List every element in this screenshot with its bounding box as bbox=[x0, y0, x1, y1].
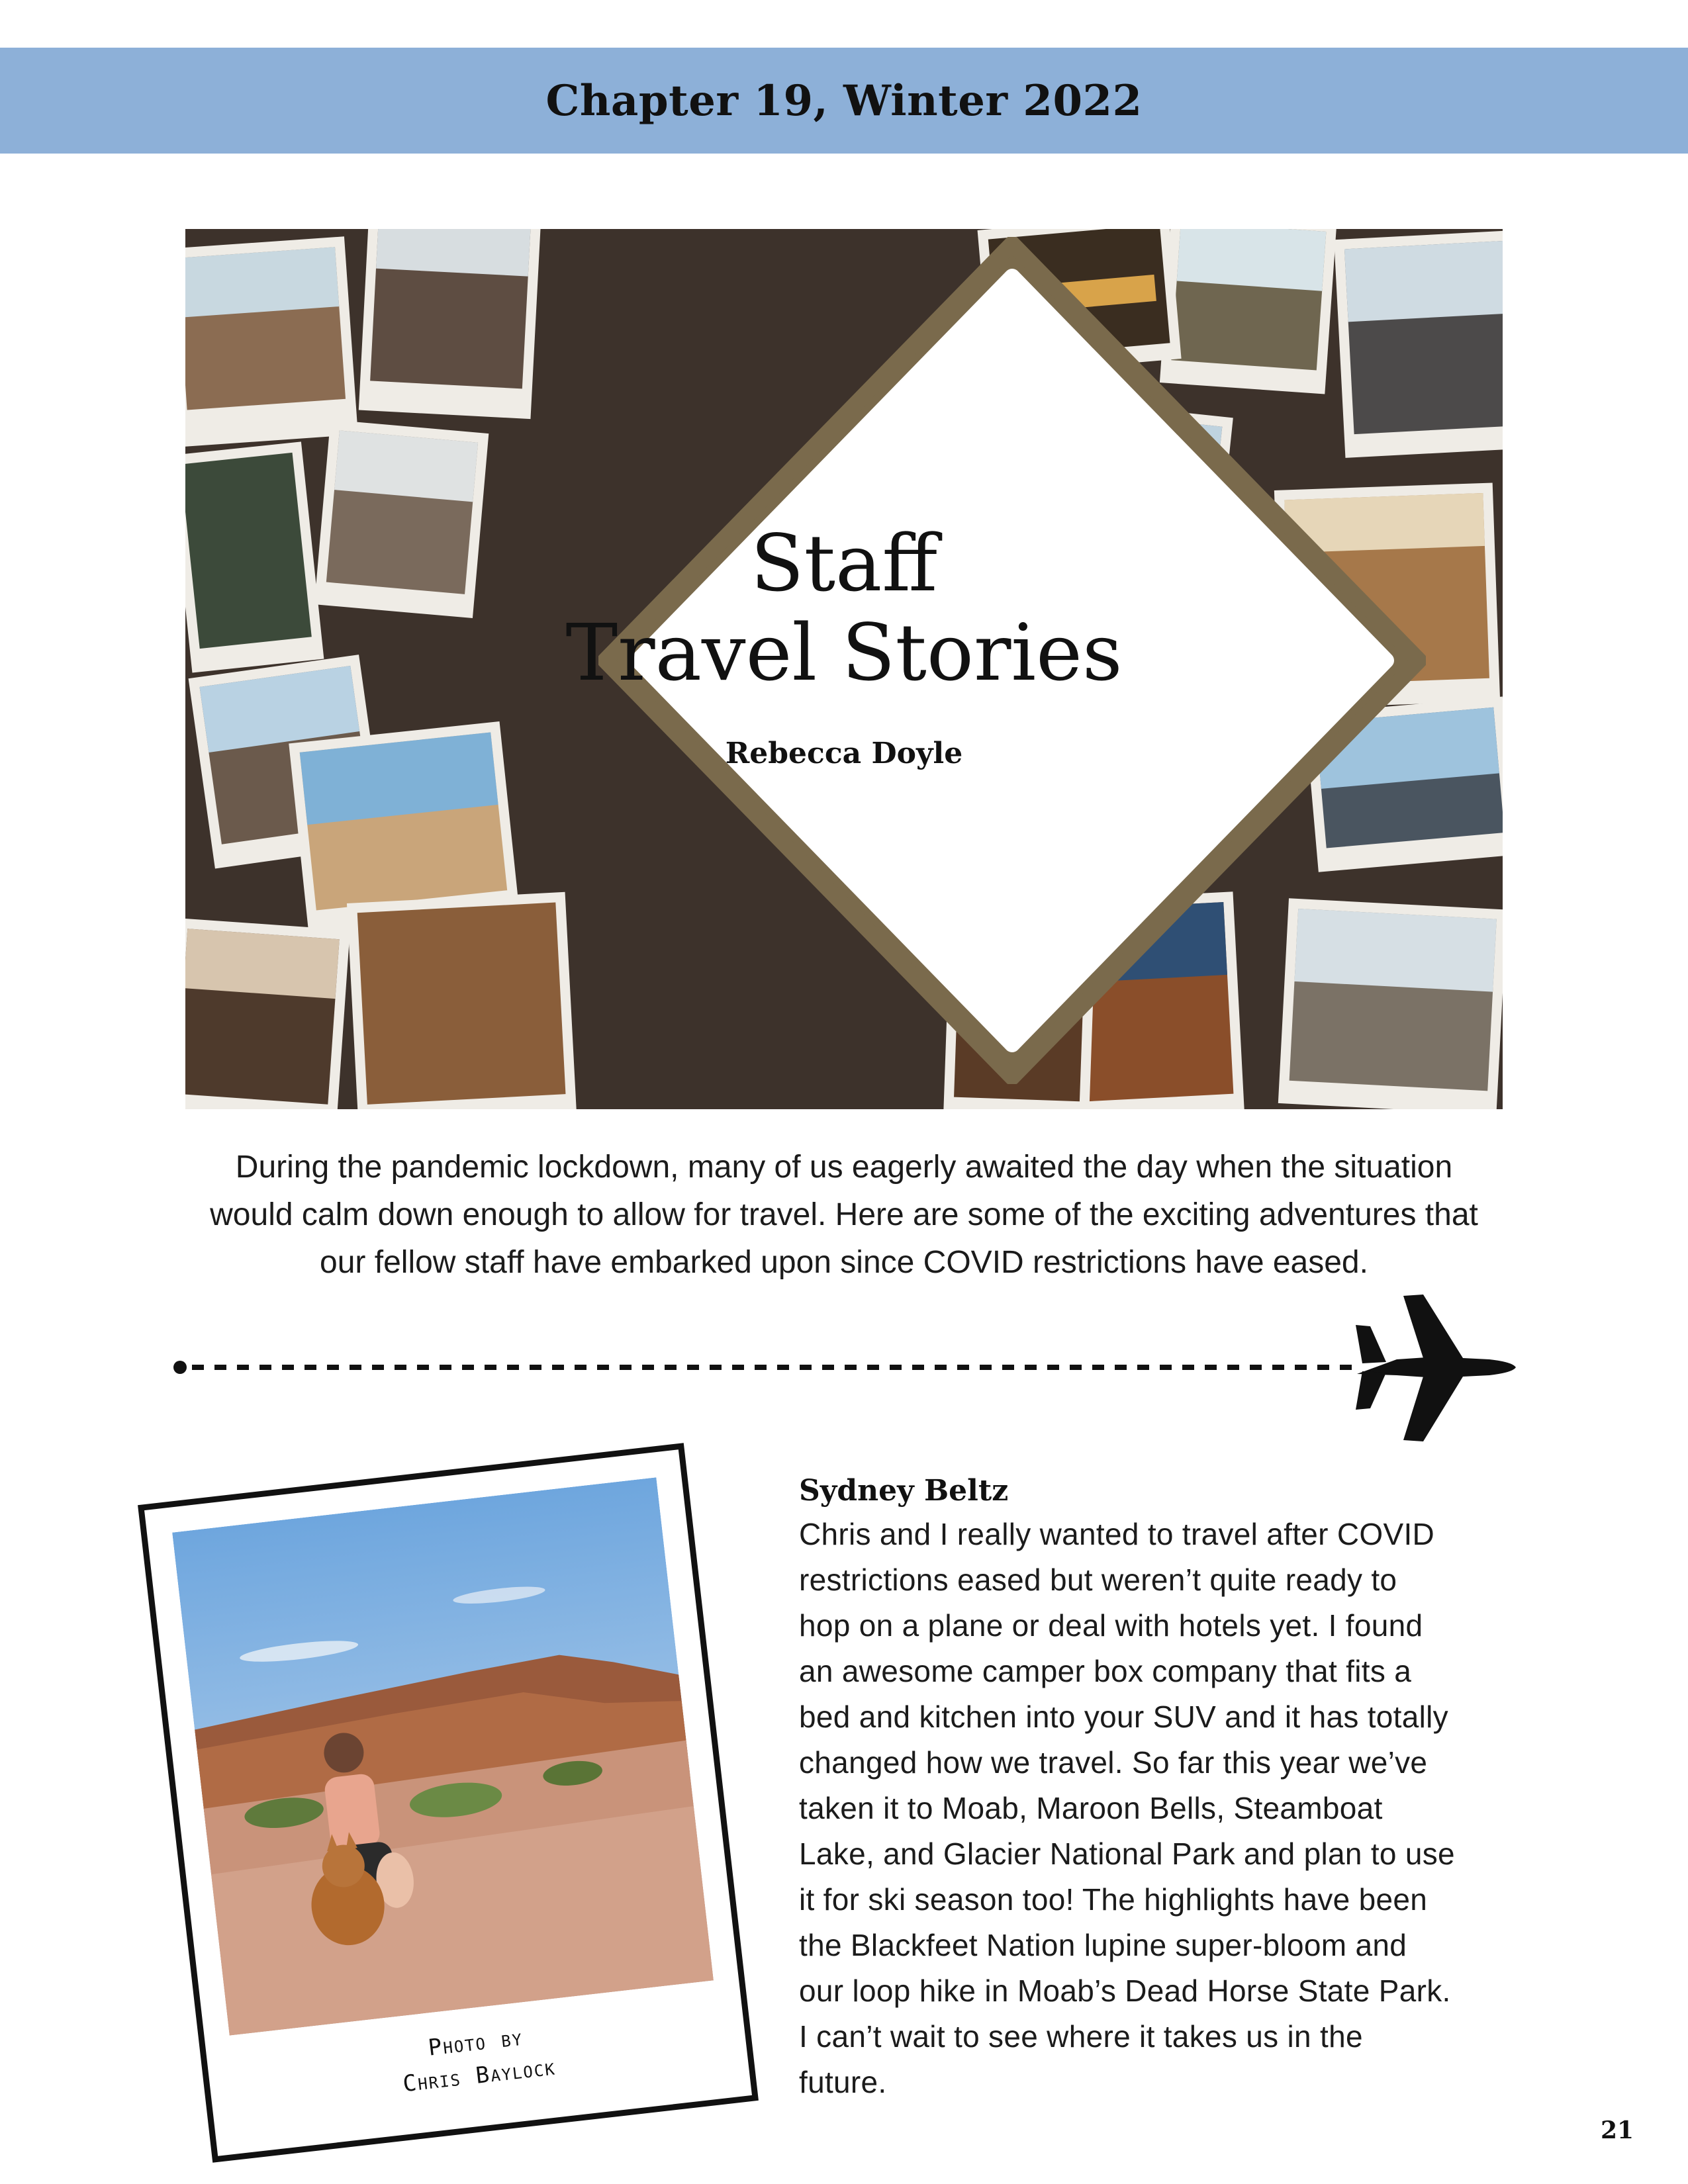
story-line: restrictions eased but weren’t quite ready to bbox=[799, 1563, 1397, 1597]
staff-story bbox=[799, 1471, 1540, 2105]
hero-author: Rebecca Doyle bbox=[725, 737, 963, 770]
story-line: the Blackfeet Nation lupine super-bloom and bbox=[799, 1928, 1407, 1962]
intro-paragraph bbox=[149, 1144, 1539, 1287]
polaroid-photo bbox=[138, 1443, 759, 2163]
story-line: changed how we travel. So far this year we’ve bbox=[799, 1745, 1428, 1780]
intro-line: would calm down enough to allow for travel. Here are some of the exciting adventures that bbox=[210, 1197, 1478, 1232]
story-line: hop on a plane or deal with hotels yet. I found bbox=[799, 1608, 1423, 1643]
story-line: taken it to Moab, Maroon Bells, Steamboat bbox=[799, 1791, 1383, 1825]
hero-collage bbox=[185, 229, 1503, 1109]
flight-path-divider bbox=[165, 1291, 1523, 1449]
story-body bbox=[799, 1512, 1540, 2105]
intro-line: our fellow staff have embarked upon since COVID restrictions have eased. bbox=[320, 1245, 1368, 1280]
photo-credit-line-1: Photo by bbox=[426, 2024, 524, 2062]
story-line: I can’t wait to see where it takes us in the bbox=[799, 2019, 1363, 2054]
story-line: an awesome camper box company that fits a bbox=[799, 1654, 1412, 1688]
page-number: 21 bbox=[1601, 2116, 1634, 2144]
flight-start-dot bbox=[173, 1361, 187, 1374]
story-line: bed and kitchen into your SUV and it has totally bbox=[799, 1700, 1448, 1734]
chapter-header bbox=[0, 48, 1688, 154]
intro-line: During the pandemic lockdown, many of us eagerly awaited the day when the situation bbox=[235, 1150, 1453, 1185]
canyon-photo bbox=[172, 1477, 714, 2035]
story-author: Sydney Beltz bbox=[799, 1474, 1009, 1508]
hero-title-line-2: Travel Stories bbox=[565, 607, 1123, 698]
hero-title-line-1: Staff bbox=[750, 518, 938, 609]
photo-credit-line-2: Chris Baylock bbox=[401, 2054, 557, 2098]
story-line: our loop hike in Moab’s Dead Horse State Park. bbox=[799, 1974, 1451, 2008]
story-line: Lake, and Glacier National Park and plan to use bbox=[799, 1837, 1455, 1871]
story-line: Chris and I really wanted to travel after COVID bbox=[799, 1517, 1435, 1551]
story-line: it for ski season too! The highlights have been bbox=[799, 1882, 1428, 1917]
story-line: future. bbox=[799, 2065, 887, 2099]
chapter-title: Chapter 19, Winter 2022 bbox=[545, 75, 1143, 126]
airplane-icon bbox=[1356, 1295, 1516, 1441]
